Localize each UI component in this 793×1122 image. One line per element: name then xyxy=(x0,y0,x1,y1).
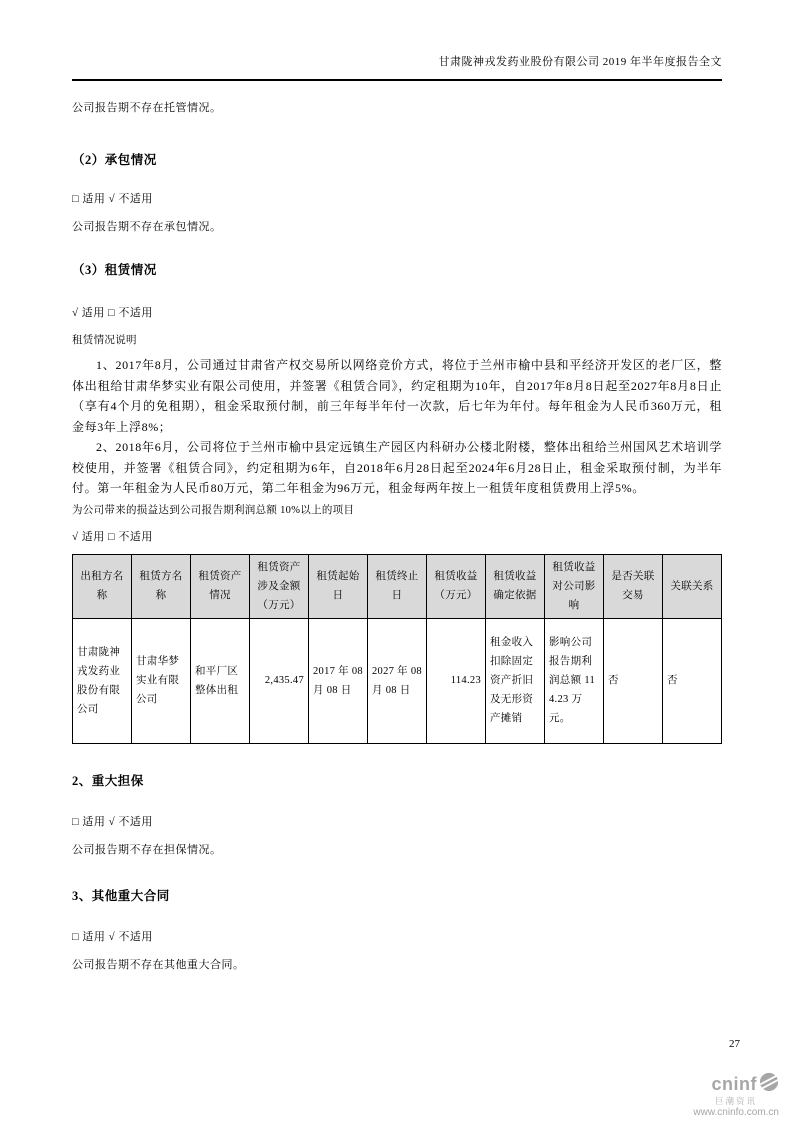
profit-threshold-note: 为公司带来的损益达到公司报告期利润总额 10%以上的项目 xyxy=(72,504,355,516)
cell-asset: 和平厂区整体出租 xyxy=(191,618,250,743)
cell-related-txn: 否 xyxy=(604,618,663,743)
document-header-title: 甘肃陇神戎发药业股份有限公司 2019 年半年度报告全文 xyxy=(72,55,722,81)
custody-note: 公司报告期不存在托管情况。 xyxy=(72,102,222,114)
lease-table-row xyxy=(73,618,722,743)
col-header-income-basis: 租赁收益确定依据 xyxy=(486,554,545,618)
col-header-amount: 租赁资产涉及金额（万元） xyxy=(250,554,309,618)
col-header-lessee: 租赁方名称 xyxy=(132,554,191,618)
cell-amount: 2,435.47 xyxy=(250,618,309,743)
cninfo-logo-url: www.cninfo.com.cn xyxy=(693,1106,779,1118)
col-header-relationship: 关联关系 xyxy=(663,554,722,618)
cell-lessor: 甘肃陇神戎发药业股份有限公司 xyxy=(73,618,132,743)
cell-end-date: 2027 年 08 月 08 日 xyxy=(368,618,427,743)
other-contracts-note: 公司报告期不存在其他重大合同。 xyxy=(72,958,245,971)
contracting-note: 公司报告期不存在承包情况。 xyxy=(72,221,222,233)
col-header-lessor: 出租方名称 xyxy=(73,554,132,618)
other-contracts-applicability-line: □ 适用 √ 不适用 xyxy=(72,930,153,943)
cell-relationship: 否 xyxy=(663,618,722,743)
col-header-end-date: 租赁终止日 xyxy=(368,554,427,618)
col-header-start-date: 租赁起始日 xyxy=(309,554,368,618)
heading-guarantee: 2、重大担保 xyxy=(72,773,144,788)
col-header-related-txn: 是否关联交易 xyxy=(604,554,663,618)
cell-impact: 影响公司报告期利润总额 114.23 万元。 xyxy=(545,618,604,743)
profit-applicability-line: √ 适用 □ 不适用 xyxy=(72,530,153,543)
cninfo-swirl-icon xyxy=(759,1072,779,1096)
cell-income: 114.23 xyxy=(427,618,486,743)
leasing-applicability-line: √ 适用 □ 不适用 xyxy=(72,307,153,319)
guarantee-note: 公司报告期不存在担保情况。 xyxy=(72,843,222,856)
page-number: 27 xyxy=(729,1038,740,1050)
cell-income-basis: 租金收入扣除固定资产折旧及无形资产摊销 xyxy=(486,618,545,743)
lease-table-header-row xyxy=(73,554,722,618)
contracting-applicability-line: □ 适用 √ 不适用 xyxy=(72,193,153,205)
heading-contracting: （2）承包情况 xyxy=(72,153,157,167)
guarantee-applicability-line: □ 适用 √ 不适用 xyxy=(72,815,153,828)
heading-leasing: （3）租赁情况 xyxy=(72,263,157,277)
leasing-note-label: 租赁情况说明 xyxy=(72,335,137,346)
lease-table xyxy=(72,554,722,744)
leasing-paragraph-2: 2、2018年6月，公司将位于兰州市榆中县定远镇生产园区内科研办公楼北附楼，整体出租给兰州国风艺术培训学校使用，并签署《租赁合同》，约定租期为6年，自2018年6月28日起至2024年6月28日止，租金采取预付制，为半年付。第一年租金为人民币80万元，第二年租金为96万元，租金每两年按上一租赁年度租赁费用上浮5%。 xyxy=(72,440,722,495)
cell-start-date: 2017 年 08 月 08 日 xyxy=(309,618,368,743)
col-header-impact: 租赁收益对公司影响 xyxy=(545,554,604,618)
heading-other-contracts: 3、其他重大合同 xyxy=(72,888,170,903)
cninfo-logo xyxy=(693,1072,779,1118)
cell-lessee: 甘肃华梦实业有限公司 xyxy=(132,618,191,743)
cninfo-logo-word: cninf xyxy=(711,1074,757,1094)
cninfo-logo-subtext: 巨潮资讯 xyxy=(714,1096,757,1106)
col-header-income: 租赁收益（万元） xyxy=(427,554,486,618)
col-header-asset: 租赁资产情况 xyxy=(191,554,250,618)
leasing-paragraph-1: 1、2017年8月，公司通过甘肃省产权交易所以网络竞价方式，将位于兰州市榆中县和平经济开发区的老厂区，整体出租给甘肃华梦实业有限公司使用，并签署《租赁合同》，约定租期为10年，自2017年8月8日起至2027年8月8日止（享有4个月的免租期），租金采取预付制，前三年每半年付一次款，后七年为年付。每年租金为人民币360万元，租金每3年上浮8%； xyxy=(72,358,722,434)
